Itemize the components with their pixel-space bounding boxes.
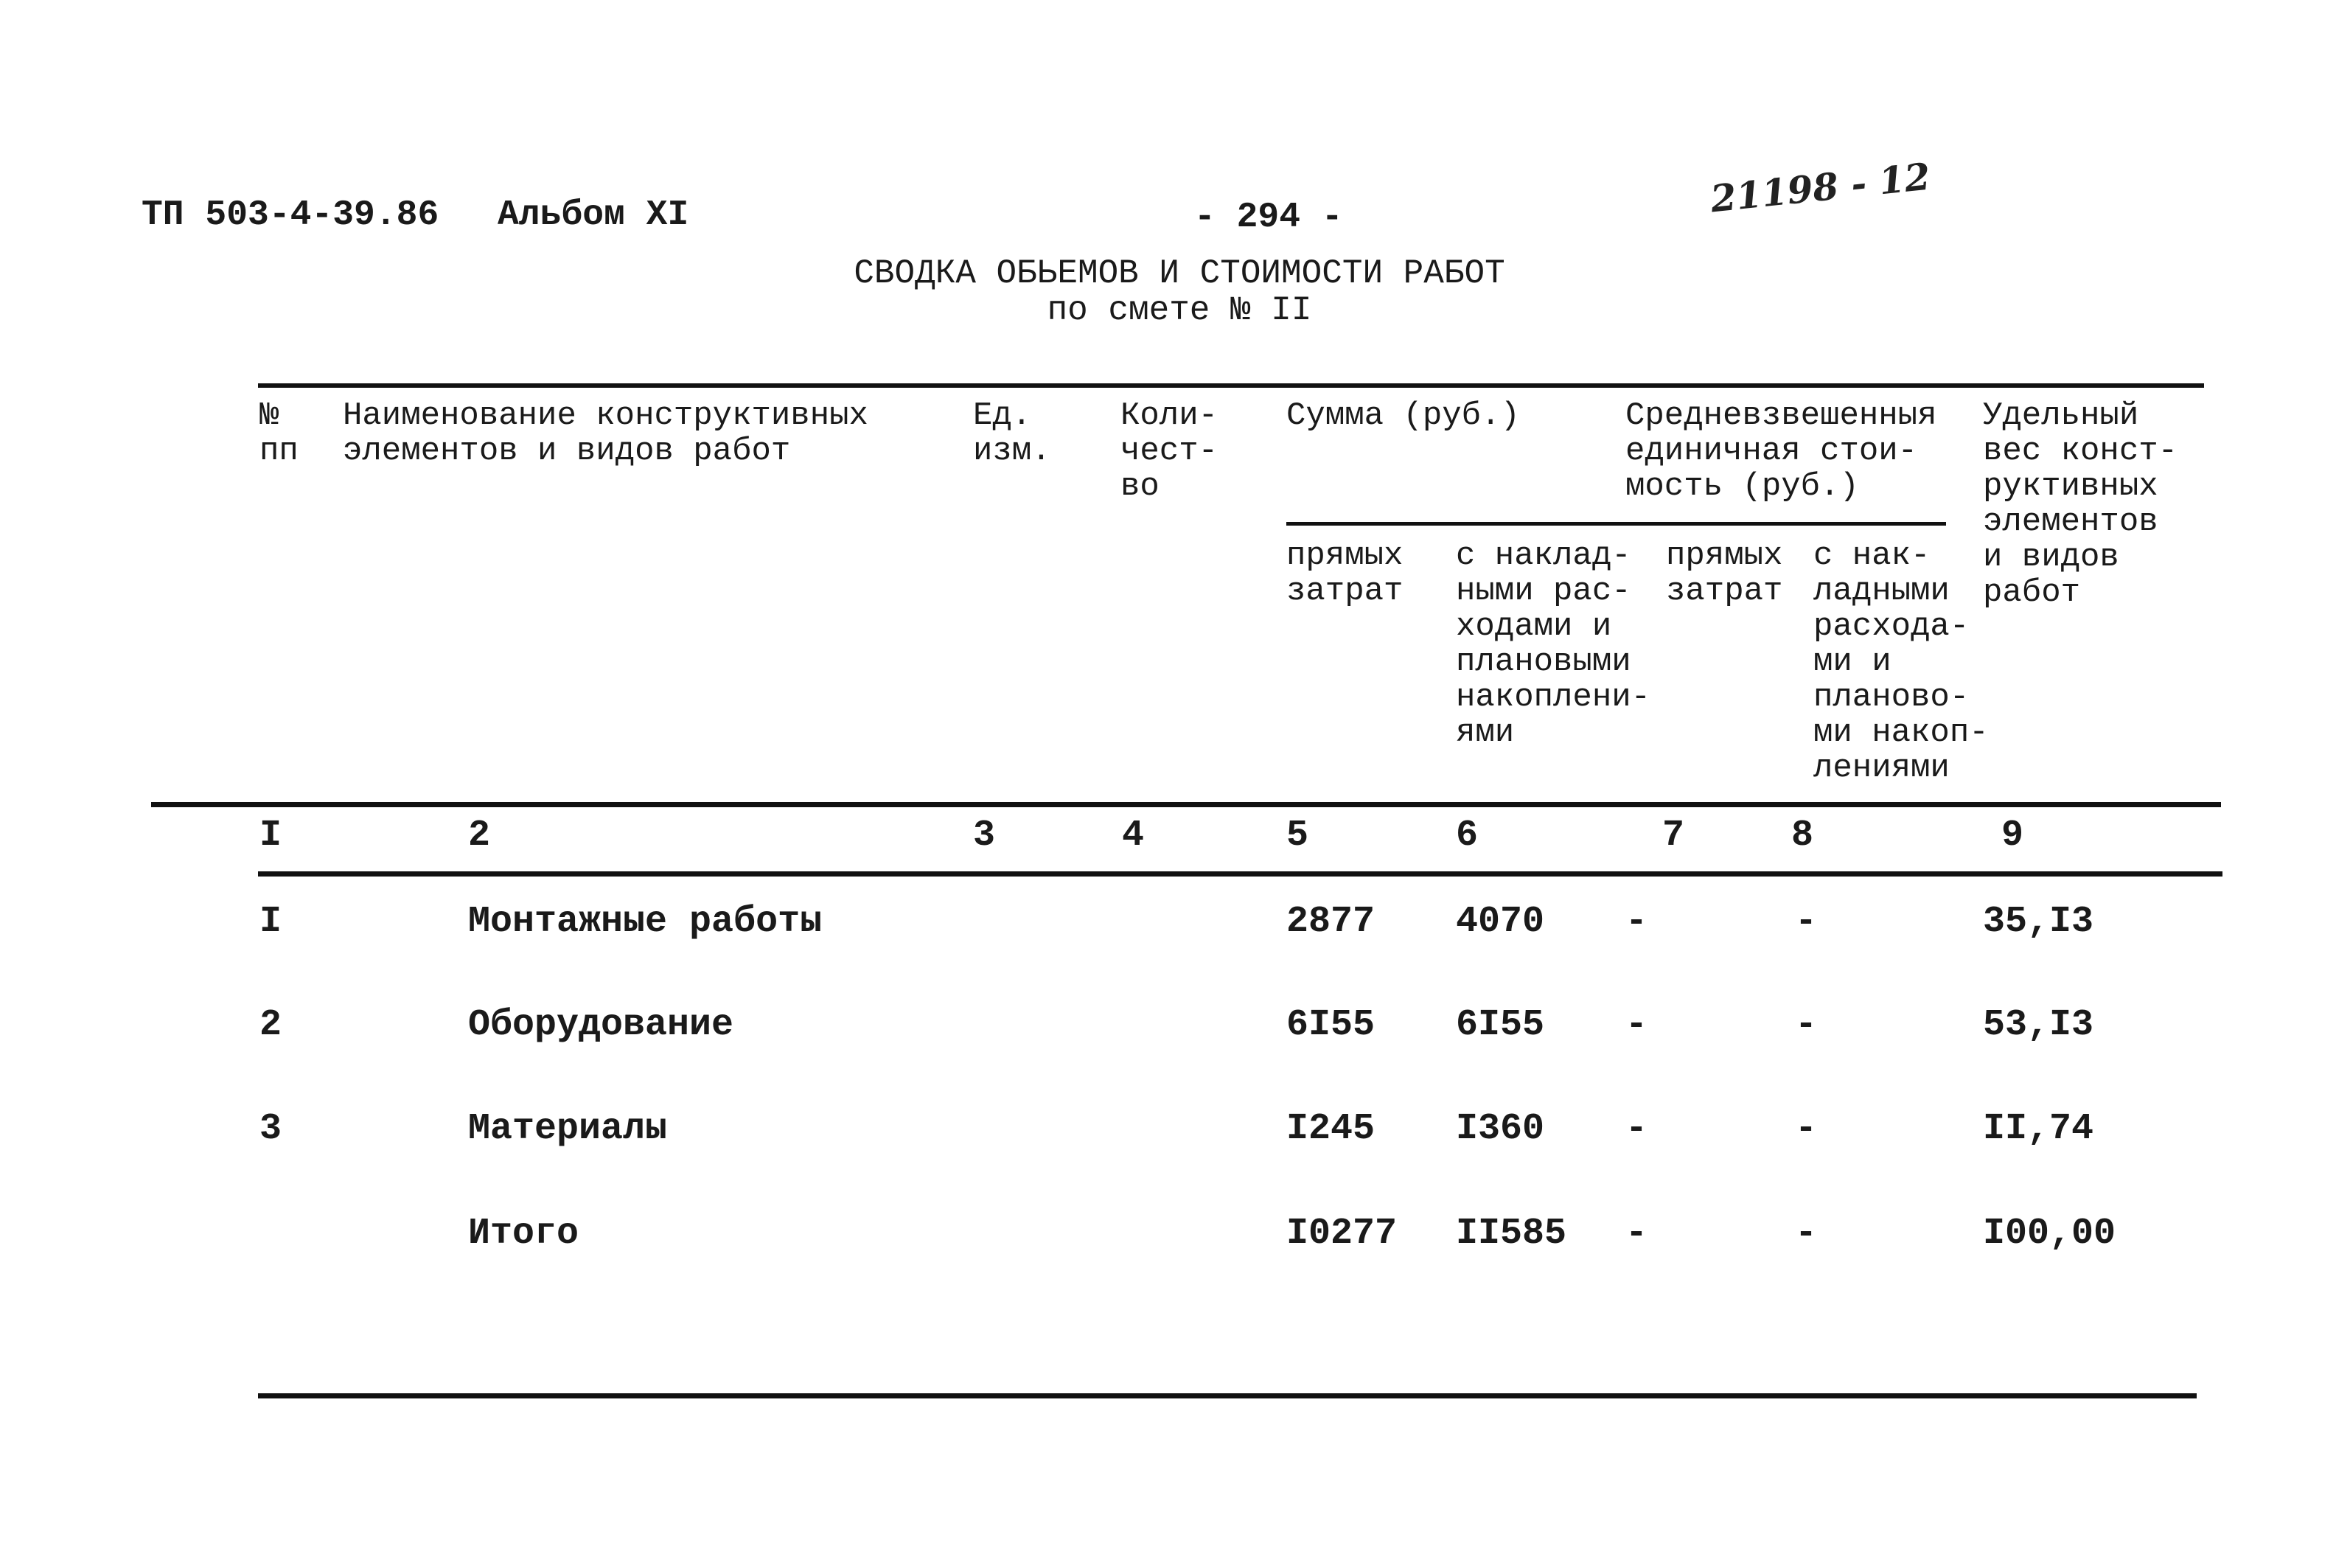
row-2-sum-direct: 6I55: [1286, 1004, 1376, 1046]
header-average-cost: Средневзвешенныя единичная стои- мость (руб.): [1625, 397, 1937, 505]
handwritten-reference: 21198 - 12: [1708, 154, 1933, 221]
row-2-weight: 53,I3: [1983, 1004, 2094, 1046]
column-number-4: 4: [1122, 815, 1145, 857]
row-1-weight: 35,I3: [1983, 901, 2094, 943]
total-average-direct: -: [1625, 1213, 1648, 1255]
row-1-number: I: [259, 901, 282, 943]
row-2-sum-overhead: 6I55: [1456, 1004, 1545, 1046]
total-label: Итого: [468, 1213, 579, 1255]
row-2-average-direct: -: [1625, 1004, 1648, 1046]
header-average-direct: прямых затрат: [1666, 537, 1783, 610]
column-number-3: 3: [973, 815, 996, 857]
row-1-sum-overhead: 4070: [1456, 901, 1545, 943]
row-1-sum-direct: 2877: [1286, 901, 1376, 943]
sum-subheader-rule: [1286, 522, 1946, 526]
row-3-average-overhead: -: [1795, 1108, 1818, 1150]
header-quantity: Коли- чест- во: [1120, 397, 1218, 505]
column-number-6: 6: [1456, 815, 1479, 857]
header-number: № пп: [259, 397, 299, 470]
row-1-average-direct: -: [1625, 901, 1648, 943]
total-average-overhead: -: [1795, 1213, 1818, 1255]
row-2-average-overhead: -: [1795, 1004, 1818, 1046]
column-number-2: 2: [468, 815, 491, 857]
header-sum-overhead: с наклад- ными рас- ходами и плановыми накоплени- ями: [1456, 537, 1651, 751]
header-unit: Ед. изм.: [973, 397, 1051, 470]
header-average-overhead: с нак- ладными расхода- ми и планово- ми накоп- лениями: [1813, 537, 1989, 787]
column-number-rule: [258, 871, 2222, 877]
total-weight: I00,00: [1983, 1213, 2116, 1255]
header-bottom-rule: [151, 802, 2221, 807]
row-3-average-direct: -: [1625, 1108, 1648, 1150]
row-3-weight: II,74: [1983, 1108, 2094, 1150]
document-title: СВОДКА ОБЬЕМОВ И СТОИМОСТИ РАБОТ: [854, 254, 1505, 293]
table-top-rule: [258, 383, 2204, 388]
column-number-1: I: [259, 815, 282, 857]
total-sum-overhead: II585: [1456, 1213, 1567, 1255]
row-3-name: Материалы: [468, 1108, 668, 1150]
table-bottom-rule: [258, 1393, 2197, 1398]
row-3-number: 3: [259, 1108, 282, 1150]
row-3-sum-direct: I245: [1286, 1108, 1376, 1150]
column-number-5: 5: [1286, 815, 1309, 857]
page-number: - 294 -: [1194, 198, 1343, 237]
header-sum: Сумма (руб.): [1286, 397, 1520, 434]
header-sum-direct: прямых затрат: [1286, 537, 1404, 610]
column-number-9: 9: [2001, 815, 2024, 857]
album-label: Альбом XI: [498, 195, 689, 235]
document-code: ТП 503-4-39.86: [142, 195, 439, 235]
row-2-name: Оборудование: [468, 1004, 734, 1046]
document-subtitle: по смете № II: [1047, 291, 1312, 330]
total-sum-direct: I0277: [1286, 1213, 1398, 1255]
row-2-number: 2: [259, 1004, 282, 1046]
row-1-name: Монтажные работы: [468, 901, 823, 943]
column-number-7: 7: [1662, 815, 1685, 857]
column-number-8: 8: [1791, 815, 1814, 857]
header-name: Наименование конструктивных элементов и видов работ: [343, 397, 868, 470]
row-1-average-overhead: -: [1795, 901, 1818, 943]
header-weight: Удельный вес конст- руктивных элементов и видов работ: [1983, 397, 2178, 611]
row-3-sum-overhead: I360: [1456, 1108, 1545, 1150]
